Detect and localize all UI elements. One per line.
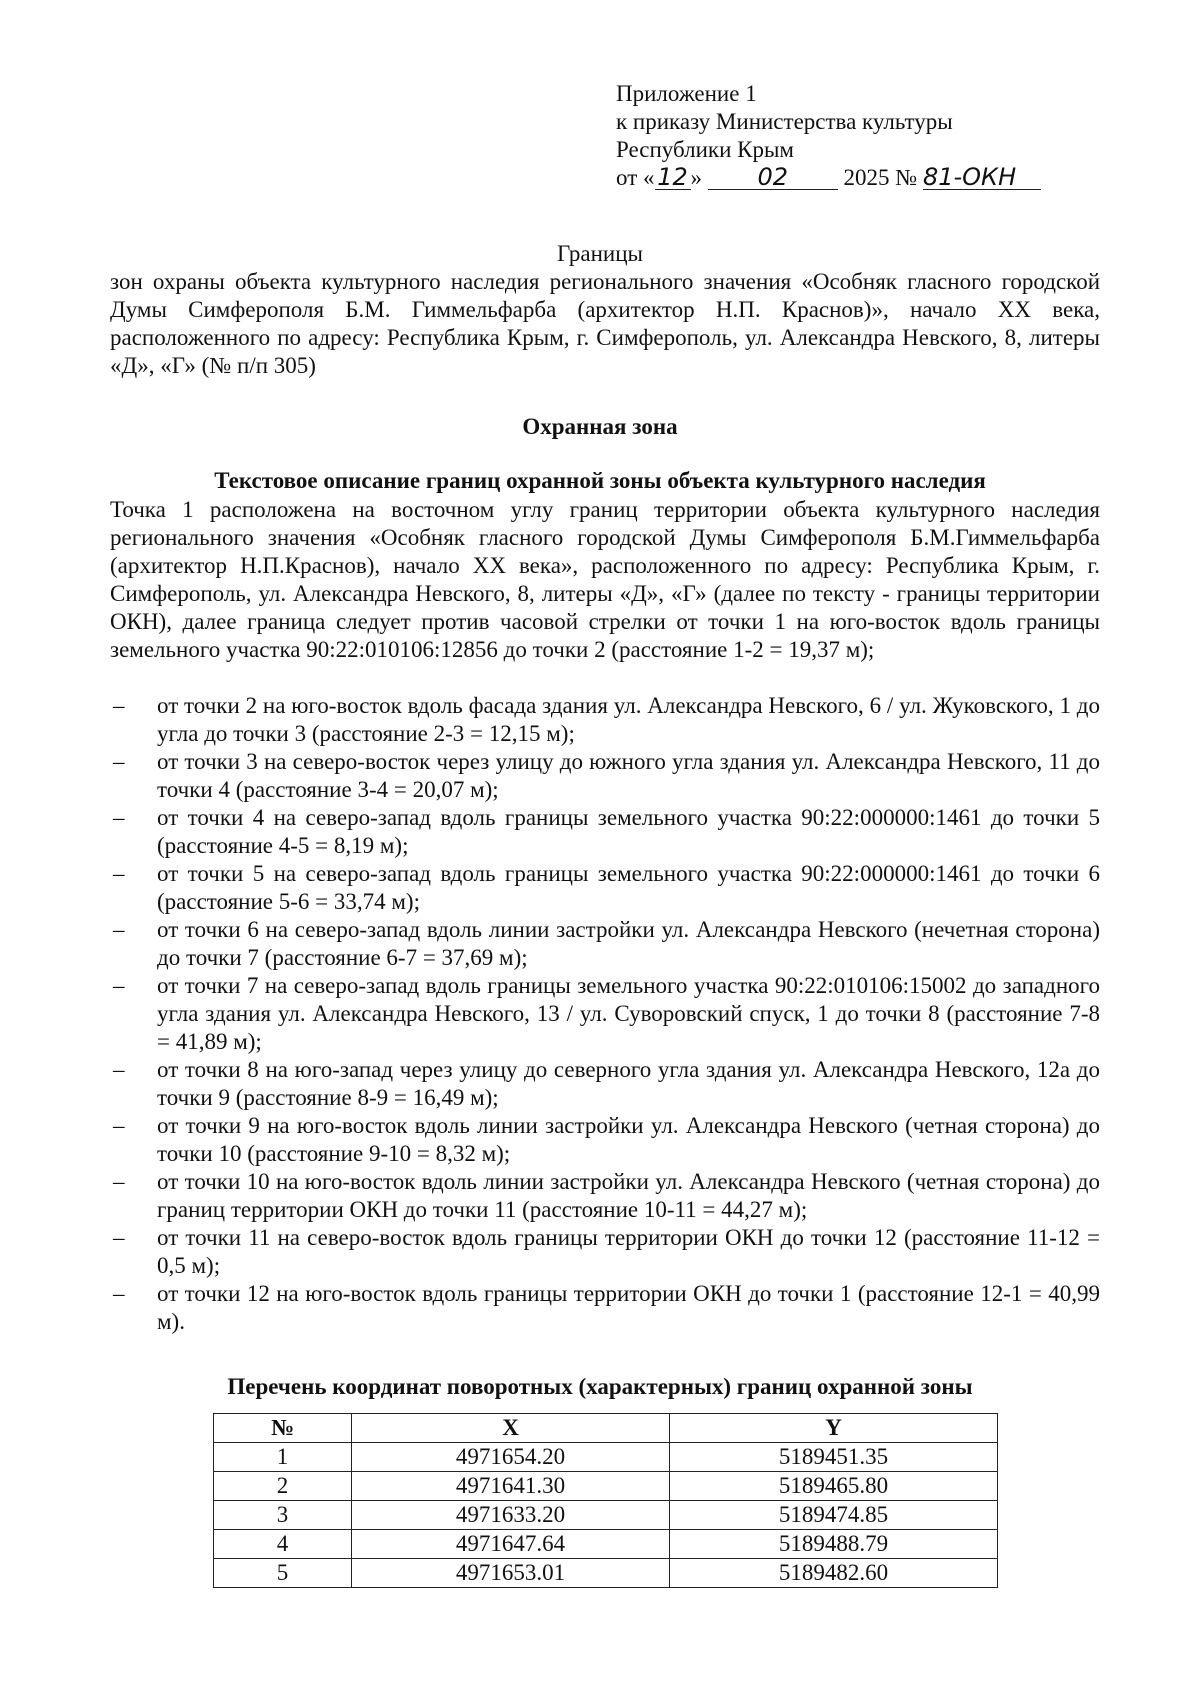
list-item-text: от точки 8 на юго-запад через улицу до северного угла здания ул. Александра Невского, 12а до точки 9 (расстояние 8-9 = 16,49 м); xyxy=(157,1057,1100,1110)
description-intro: Точка 1 расположена на восточном углу границ территории объекта культурного наследия регионального значения «Особняк гласного городской Думы Симферополя Б.М.Гиммельфарба (архитектор Н.П.Краснов), начало XX века», расположенного по адресу: Республика Крым, г. Симферополь, ул. Александра Невского, 8, литеры «Д», «Г» (далее по тексту - границы территории ОКН), далее граница следует против часовой стрелки от точки 1 на юго-восток вдоль границы земельного участка 90:22:010106:12856 до точки 2 (расстояние 1-2 = 19,37 м); xyxy=(110,497,1100,662)
list-dash: – xyxy=(113,861,125,886)
table-row xyxy=(214,1501,998,1530)
list-item-text: от точки 9 на юго-восток вдоль линии застройки ул. Александра Невского (четная сторона) до точки 10 (расстояние 9-10 = 8,32 м); xyxy=(157,1113,1100,1166)
table-row xyxy=(214,1472,998,1501)
coord-x: 4971633.20 xyxy=(352,1501,670,1530)
column-header-x: X xyxy=(352,1414,670,1443)
coord-y: 5189488.79 xyxy=(670,1530,998,1559)
list-item-text: от точки 6 на северо-запад вдоль линии застройки ул. Александра Невского (нечетная сторона) до точки 7 (расстояние 6-7 = 37,69 м); xyxy=(157,917,1100,970)
coord-y: 5189482.60 xyxy=(670,1559,998,1588)
appendix-header xyxy=(616,80,1041,192)
column-header-number: № xyxy=(214,1414,352,1443)
table-row xyxy=(214,1559,998,1588)
subsection-title: Текстовое описание границ охранной зоны объекта культурного наследия xyxy=(214,468,986,493)
point-number: 5 xyxy=(214,1559,352,1588)
coord-x: 4971654.20 xyxy=(352,1443,670,1472)
list-item xyxy=(110,972,1100,1056)
coord-y: 5189465.80 xyxy=(670,1472,998,1501)
boundary-steps-list xyxy=(110,692,1100,1336)
section-title: Охранная зона xyxy=(522,414,678,439)
coord-x: 4971653.01 xyxy=(352,1559,670,1588)
list-item xyxy=(110,1224,1100,1280)
list-dash: – xyxy=(113,917,125,942)
coordinates-title: Перечень координат поворотных (характерных) границ охранной зоны xyxy=(227,1374,973,1399)
list-item-text: от точки 12 на юго-восток вдоль границы территории ОКН до точки 1 (расстояние 12-1 = 40,99 м). xyxy=(157,1281,1100,1334)
list-item-text: от точки 7 на северо-запад вдоль границы земельного участка 90:22:010106:15002 до западного угла здания ул. Александра Невского, 13 / ул. Суворовский спуск, 1 до точки 8 (расстояние 7-8 = 41,89 м); xyxy=(157,973,1100,1054)
list-item xyxy=(110,860,1100,916)
handwritten-day: 12 xyxy=(655,165,691,190)
list-item xyxy=(110,916,1100,972)
list-dash: – xyxy=(113,1281,125,1306)
list-item-text: от точки 2 на юго-восток вдоль фасада здания ул. Александра Невского, 6 / ул. Жуковского, 1 до угла до точки 3 (расстояние 2-3 = 12,15 м); xyxy=(157,693,1100,746)
list-item xyxy=(110,748,1100,804)
table-header-row xyxy=(214,1414,998,1443)
table-row xyxy=(214,1443,998,1472)
coord-x: 4971647.64 xyxy=(352,1530,670,1559)
coord-y: 5189451.35 xyxy=(670,1443,998,1472)
borders-description: зон охраны объекта культурного наследия регионального значения «Особняк гласного городской Думы Симферополя Б.М. Гиммельфарба (архитектор Н.П. Краснов)», начало XX века, расположенного по адресу: Республика Крым, г. Симферополь, ул. Александра Невского, 8, литеры «Д», «Г» (№ п/п 305) xyxy=(110,269,1100,378)
point-number: 3 xyxy=(214,1501,352,1530)
point-number: 2 xyxy=(214,1472,352,1501)
list-dash: – xyxy=(113,1169,125,1194)
coord-x: 4971641.30 xyxy=(352,1472,670,1501)
order-date-line xyxy=(616,164,1041,192)
list-item-text: от точки 10 на юго-восток вдоль линии застройки ул. Александра Невского (четная сторона) до границ территории ОКН до точки 11 (расстояние 10-11 = 44,27 м); xyxy=(157,1169,1100,1222)
list-item xyxy=(110,692,1100,748)
list-item-text: от точки 3 на северо-восток через улицу до южного угла здания ул. Александра Невского, 11 до точки 4 (расстояние 3-4 = 20,07 м); xyxy=(157,749,1100,802)
coord-y: 5189474.85 xyxy=(670,1501,998,1530)
handwritten-order-number: 81-ОКН xyxy=(923,165,1041,190)
list-dash: – xyxy=(113,1057,125,1082)
list-item xyxy=(110,1112,1100,1168)
list-item xyxy=(110,1280,1100,1336)
list-item xyxy=(110,804,1100,860)
date-prefix: от « xyxy=(616,165,655,190)
list-dash: – xyxy=(113,749,125,774)
point-number: 1 xyxy=(214,1443,352,1472)
list-item xyxy=(110,1168,1100,1224)
list-item-text: от точки 5 на северо-запад вдоль границы земельного участка 90:22:000000:1461 до точки 6 (расстояние 5-6 = 33,74 м); xyxy=(157,861,1100,914)
list-dash: – xyxy=(113,1225,125,1250)
list-item xyxy=(110,1056,1100,1112)
date-mid: » xyxy=(690,165,702,190)
point-number: 4 xyxy=(214,1530,352,1559)
year-and-number-label: 2025 № xyxy=(843,165,918,190)
list-item-text: от точки 4 на северо-запад вдоль границы земельного участка 90:22:000000:1461 до точки 5 (расстояние 4-5 = 8,19 м); xyxy=(157,805,1100,858)
column-header-y: Y xyxy=(670,1414,998,1443)
list-dash: – xyxy=(113,805,125,830)
order-reference: к приказу Министерства культуры xyxy=(616,109,953,134)
borders-title: Границы xyxy=(557,241,643,266)
coordinates-table xyxy=(213,1413,998,1588)
list-dash: – xyxy=(113,973,125,998)
handwritten-month: 02 xyxy=(708,165,838,190)
table-row xyxy=(214,1530,998,1559)
appendix-label: Приложение 1 xyxy=(616,81,757,106)
republic-name: Республики Крым xyxy=(616,137,794,162)
list-dash: – xyxy=(113,693,125,718)
list-dash: – xyxy=(113,1113,125,1138)
list-item-text: от точки 11 на северо-восток вдоль границы территории ОКН до точки 12 (расстояние 11-12 = 0,5 м); xyxy=(157,1225,1100,1278)
